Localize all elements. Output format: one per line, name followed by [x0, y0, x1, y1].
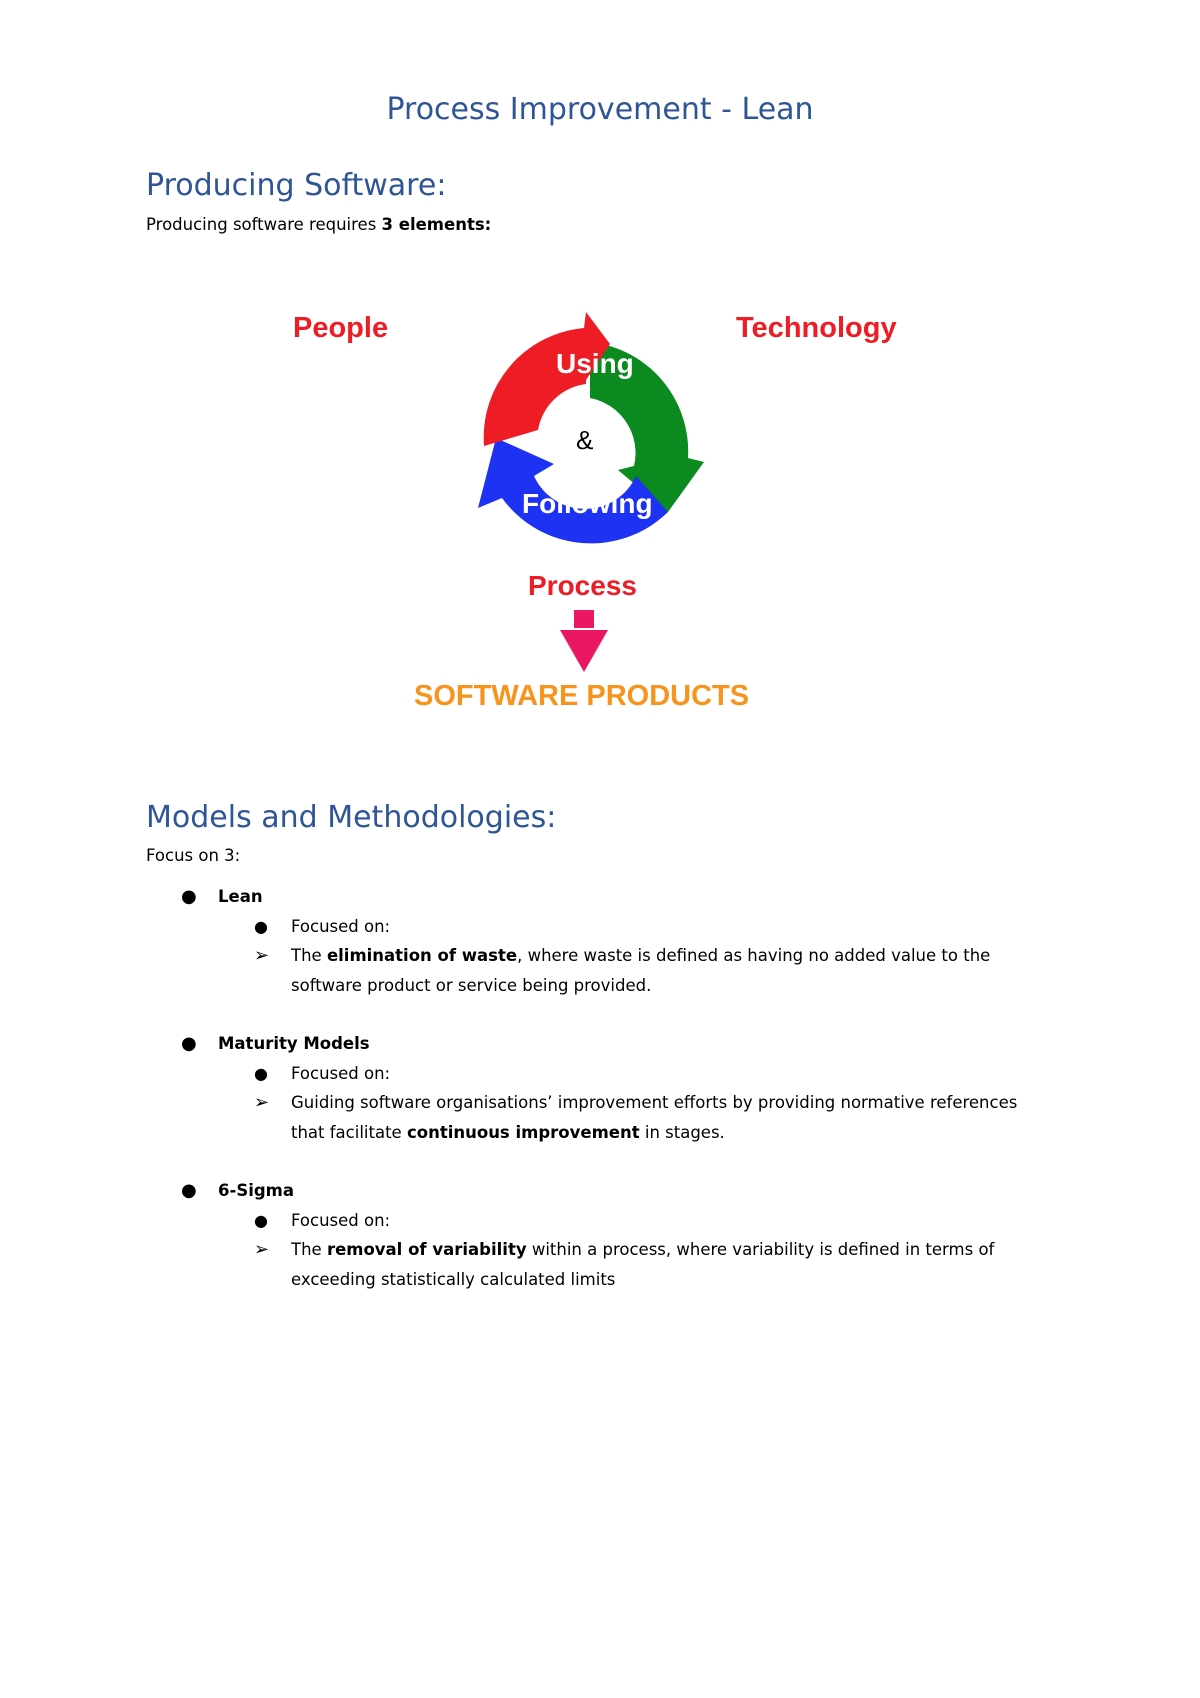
bullet-icon: ●	[181, 1033, 197, 1054]
detail-bold-text: continuous improvement	[406, 1123, 640, 1142]
methodology-name	[146, 1029, 1046, 1059]
ampersand-label: &	[576, 425, 594, 455]
methodology-detail	[146, 941, 1046, 1001]
methodology-name-text: Lean	[218, 887, 263, 906]
down-arrow-head	[560, 630, 608, 672]
methodology-detail	[146, 1235, 1046, 1295]
using-label: Using	[556, 348, 634, 379]
down-arrow-stem	[574, 610, 594, 628]
methodology-name	[146, 882, 1046, 912]
bullet-icon: ●	[254, 1211, 268, 1230]
methodology-name-text: Maturity Models	[218, 1034, 370, 1053]
detail-pre-text: The	[291, 946, 327, 965]
methodology-sub-text: Focused on:	[291, 1211, 391, 1230]
section-heading-models: Models and Methodologies:	[146, 800, 557, 835]
document-title: Process Improvement - Lean	[386, 92, 814, 127]
detail-bold-text: elimination of waste	[326, 946, 518, 965]
software-products-label: SOFTWARE PRODUCTS	[414, 680, 750, 712]
software-elements-diagram	[0, 280, 1200, 740]
section-intro-models: Focus on 3:	[146, 846, 241, 865]
list-item	[146, 882, 1046, 1001]
arrow-bullet-icon: ➢	[254, 1239, 270, 1260]
detail-pre-text: Guiding software organisations’ improvement efforts by providing normative references that facilitate	[291, 1093, 1018, 1142]
methodology-name-text: 6-Sigma	[218, 1181, 295, 1200]
list-item	[146, 1176, 1046, 1295]
bullet-icon: ●	[181, 1180, 197, 1201]
detail-post-text: in stages.	[639, 1123, 725, 1142]
methodologies-list	[146, 882, 1046, 1323]
following-label: Following	[522, 488, 653, 519]
bullet-icon: ●	[254, 1064, 268, 1083]
methodology-name	[146, 1176, 1046, 1206]
bullet-icon: ●	[254, 917, 268, 936]
bullet-icon: ●	[181, 886, 197, 907]
intro-text: Producing software requires	[146, 215, 382, 234]
methodology-detail	[146, 1088, 1046, 1148]
methodology-sub-text: Focused on:	[291, 1064, 391, 1083]
list-item	[146, 1029, 1046, 1148]
detail-pre-text: The	[291, 1240, 327, 1259]
process-label: Process	[528, 570, 637, 601]
intro-bold-text: 3 elements:	[381, 215, 492, 234]
technology-label: Technology	[736, 312, 897, 344]
methodology-sub-text: Focused on:	[291, 917, 391, 936]
detail-post-text: within a process, where variability is defined in terms of exceeding statistically calculated limits	[291, 1240, 995, 1289]
methodology-sub	[146, 1059, 1046, 1088]
people-label: People	[293, 312, 389, 344]
detail-bold-text: removal of variability	[326, 1240, 527, 1259]
section-intro-producing-software	[146, 215, 491, 234]
arrow-bullet-icon: ➢	[254, 945, 270, 966]
detail-post-text: , where waste is defined as having no added value to the software product or service being provided.	[291, 946, 991, 995]
methodology-sub	[146, 912, 1046, 941]
section-heading-producing-software: Producing Software:	[146, 168, 447, 203]
arrow-bullet-icon: ➢	[254, 1092, 270, 1113]
methodology-sub	[146, 1206, 1046, 1235]
